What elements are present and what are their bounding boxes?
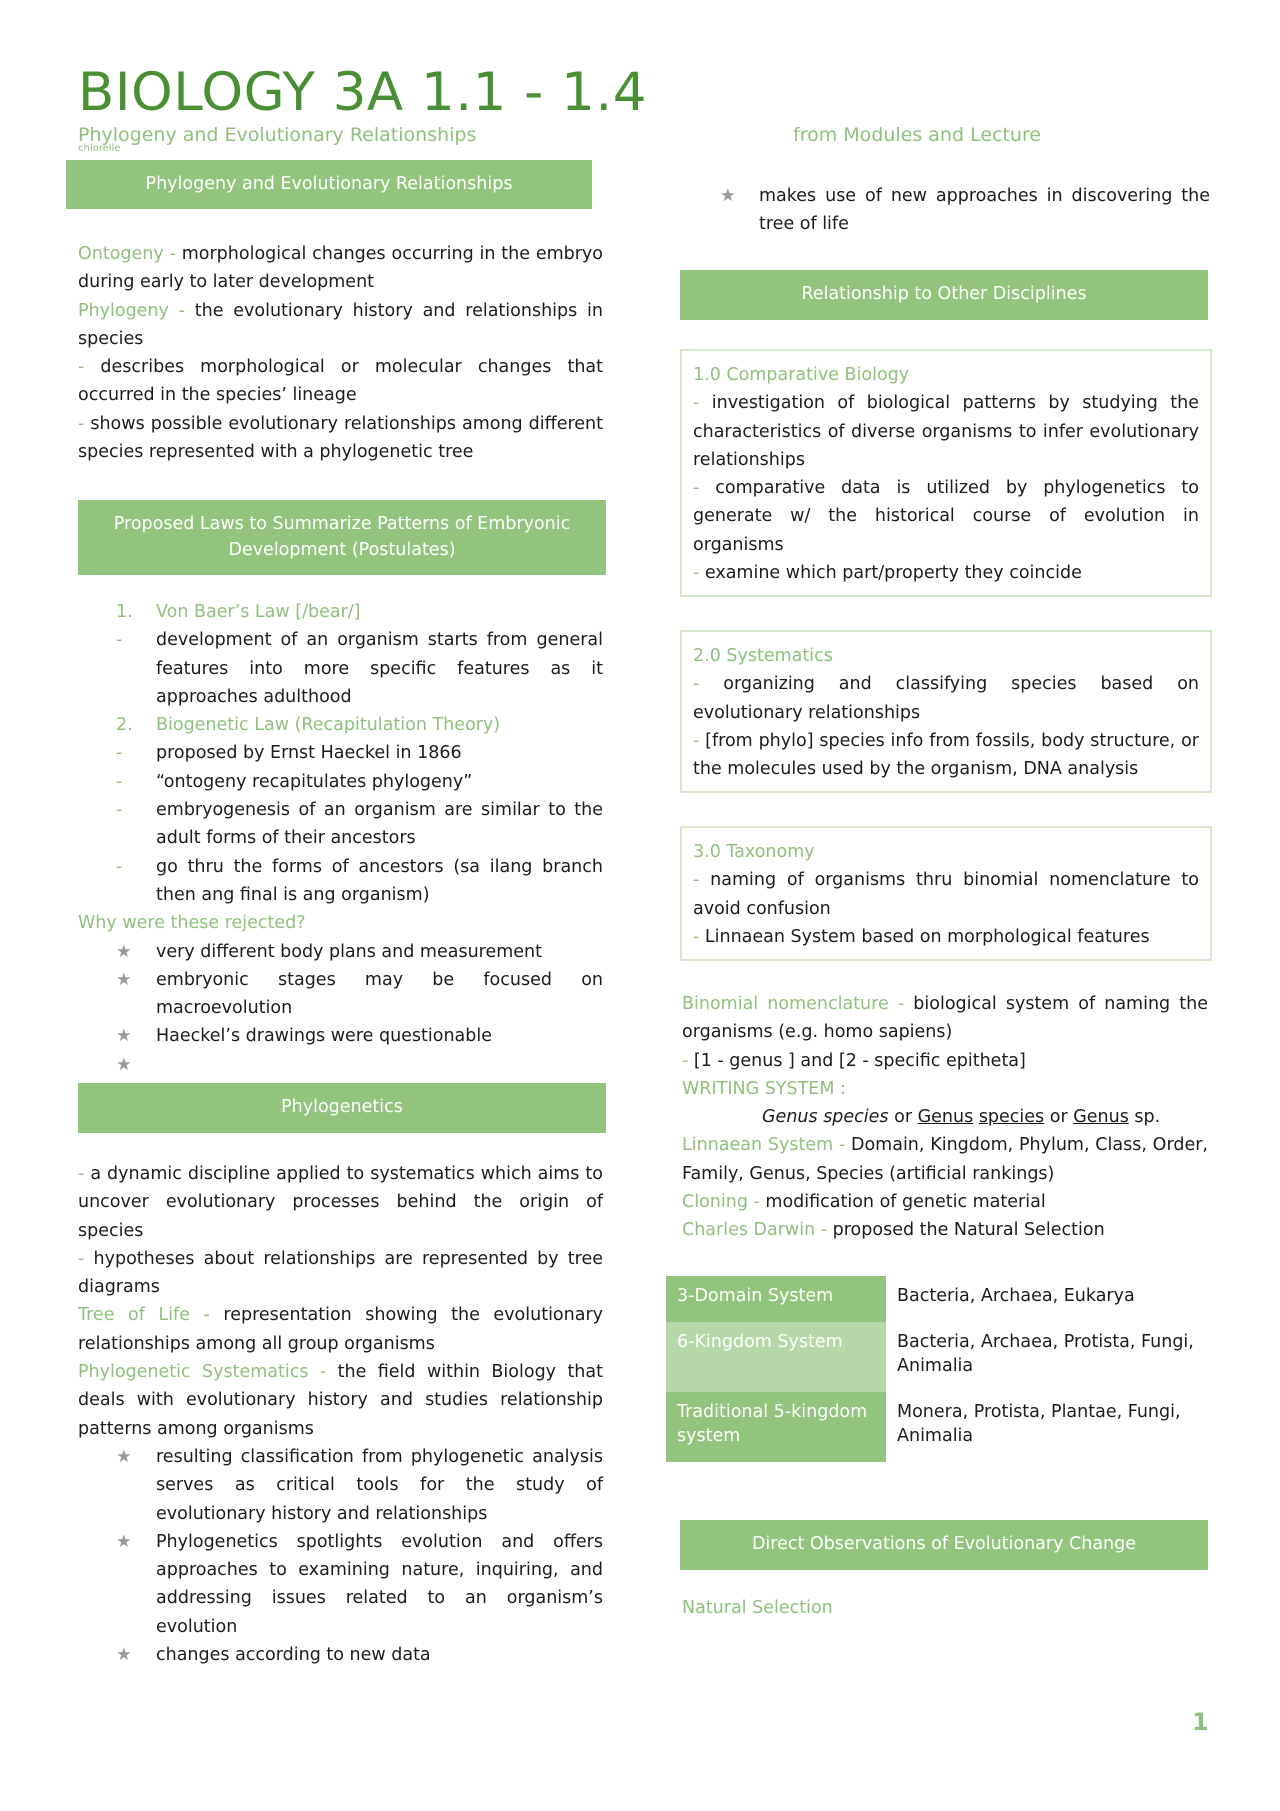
section-postulates-body [78,598,603,1079]
list-item: ★ embryonic stages may be focused on macroevolution [78,966,603,1023]
discipline-box-taxonomy [680,826,1212,961]
law-title: 2. Biogenetic Law (Recapitulation Theory) [116,715,501,736]
term-tree-of-life: Tree of Life - [78,1305,210,1326]
definition-linnaean-system: Linnaean System - Domain, Kingdom, Phylum, Class, Order, Family, Genus, Species (artificial rankings) [682,1135,1208,1184]
source-note: from Modules and Lecture [793,124,1042,146]
table-cell-system: 3-Domain System [666,1276,886,1322]
list-item: - embryogenesis of an organism are similar to the adult forms of their ancestors [116,800,603,849]
discipline-point: - examine which part/property they coincide [693,563,1082,584]
star-bullet-icon: ★ [116,969,132,990]
definition-cloning: Cloning - modification of genetic material [682,1192,1046,1213]
discipline-point: - investigation of biological patterns by studying the characteristics of diverse organisms to infer evolutionary relationships [693,393,1199,470]
section-heading-phylogenetics: Phylogenetics [78,1083,606,1133]
discipline-box-comparative-biology [680,349,1212,597]
list-item: - “ontogeny recapitulates phylogeny” [116,771,473,792]
list-item [78,1051,603,1079]
page-number: 1 [1192,1708,1209,1736]
definition-phylogenetic-systematics: Phylogenetic Systematics - the field within Biology that deals with evolutionary history and studies relationship patterns among organisms [78,1362,603,1439]
list-item: - proposed by Ernst Haeckel in 1866 [116,743,462,764]
natural-selection-heading: Natural Selection [682,1598,833,1618]
term-charles-darwin: Charles Darwin - [682,1220,828,1241]
list-item: - development of an organism starts from general features into more specific features as it approaches adulthood [116,630,603,707]
term-binomial-nomenclature: Binomial nomenclature - [682,994,905,1014]
table-cell-system: 6-Kingdom System [666,1322,886,1392]
discipline-box-systematics [680,630,1212,793]
term-cloning: Cloning - [682,1192,760,1213]
table-row [666,1276,1210,1322]
definition-charles-darwin: Charles Darwin - proposed the Natural Selection [682,1220,1105,1241]
section-phylogeny-body [78,240,603,466]
definition-ontogeny: Ontogeny - morphological changes occurring in the embryo during early to later development [78,244,603,293]
table-cell-system: Traditional 5-kingdom system [666,1392,886,1462]
list-item: ★ changes according to new data [78,1641,603,1669]
discipline-point: - organizing and classifying species based on evolutionary relationships [693,674,1199,723]
discipline-point: - naming of organisms thru binomial nomenclature to avoid confusion [693,870,1199,919]
star-bullet-icon: ★ [116,1531,132,1552]
section-heading-phylogeny: Phylogeny and Evolutionary Relationships [66,160,592,209]
list-item: ★ very different body plans and measurement [78,938,603,966]
star-bullet-icon: ★ [720,186,736,206]
law-title: 1. Von Baer’s Law [/bear/] [116,602,361,622]
phylogenetics-point: - a dynamic discipline applied to systematics which aims to uncover evolutionary processes behind the origin of species [78,1164,603,1241]
discipline-title: 1.0 Comparative Biology [693,365,910,385]
star-bullet-icon: ★ [116,1054,132,1075]
binomial-point: - [1 - genus ] and [2 - specific epitheta] [682,1050,1026,1071]
star-bullet-icon: ★ [116,1026,132,1047]
list-item: - go thru the forms of ancestors (sa ilang branch then ang final is ang organism) [116,856,603,905]
term-linnaean-system: Linnaean System - [682,1135,846,1156]
document-title: BIOLOGY 3A 1.1 - 1.4 [78,62,647,123]
author-name: chlorelle [78,143,121,154]
classification-systems-table [666,1276,1210,1462]
discipline-point: - Linnaean System based on morphological features [693,926,1150,947]
phylogenetics-point: - hypotheses about relationships are represented by tree diagrams [78,1248,603,1298]
term-phylogeny: Phylogeny - [78,300,185,321]
definition-phylogeny: Phylogeny - the evolutionary history and relationships in species [78,300,603,349]
star-bullet-icon: ★ [116,1645,132,1666]
discipline-title: 3.0 Taxonomy [693,842,815,862]
definition-binomial-nomenclature: Binomial nomenclature - biological system of naming the organisms (e.g. homo sapiens) [682,994,1208,1043]
phylogeny-point: - shows possible evolutionary relationships among different species represented with a phylogenetic tree [78,413,603,463]
discipline-title: 2.0 Systematics [693,646,833,666]
writing-system-examples: Genus species or Genus species or Genus sp. [762,1107,1161,1128]
section-phylogenetics-body [78,1160,603,1669]
continued-point [680,182,1210,239]
table-row [666,1322,1210,1392]
star-bullet-icon: ★ [116,941,132,962]
term-phylogenetic-systematics: Phylogenetic Systematics - [78,1362,327,1383]
section-heading-postulates: Proposed Laws to Summarize Patterns of Embryonic Development (Postulates) [78,500,606,575]
discipline-point: - comparative data is utilized by phylogenetics to generate w/ the historical course of evolution in organisms [693,478,1199,555]
discipline-point: - [from phylo] species info from fossils, body structure, or the molecules used by the organism, DNA analysis [693,730,1199,780]
definition-tree-of-life: Tree of Life - representation showing the evolutionary relationships among all group organisms [78,1305,604,1354]
table-cell-groups: Bacteria, Archaea, Protista, Fungi, Animalia [897,1332,1194,1376]
writing-system-heading: WRITING SYSTEM : [682,1078,846,1099]
table-row [666,1392,1210,1462]
section-heading-disciplines: Relationship to Other Disciplines [680,270,1208,320]
star-bullet-icon: ★ [116,1446,132,1467]
document-subtitle: Phylogeny and Evolutionary Relationships [78,124,477,146]
terms-block [682,990,1208,1245]
rejected-heading: Why were these rejected? [78,913,306,934]
list-item: ★ Haeckel’s drawings were questionable [78,1022,603,1050]
table-cell-groups: Monera, Protista, Plantae, Fungi, Animalia [897,1402,1181,1446]
list-item: ★ resulting classification from phylogenetic analysis serves as critical tools for the study of evolutionary history and relationships [78,1443,603,1528]
term-ontogeny: Ontogeny - [78,244,176,264]
section-heading-observations: Direct Observations of Evolutionary Change [680,1520,1208,1570]
phylogeny-point: - describes morphological or molecular changes that occurred in the species’ lineage [78,357,603,406]
table-cell-groups: Bacteria, Archaea, Eukarya [897,1286,1135,1306]
list-item: ★ Phylogenetics spotlights evolution and offers approaches to examining nature, inquiring, and addressing issues related to an organism’s evolution [78,1528,603,1641]
list-item: ★ makes use of new approaches in discovering the tree of life [680,182,1210,239]
